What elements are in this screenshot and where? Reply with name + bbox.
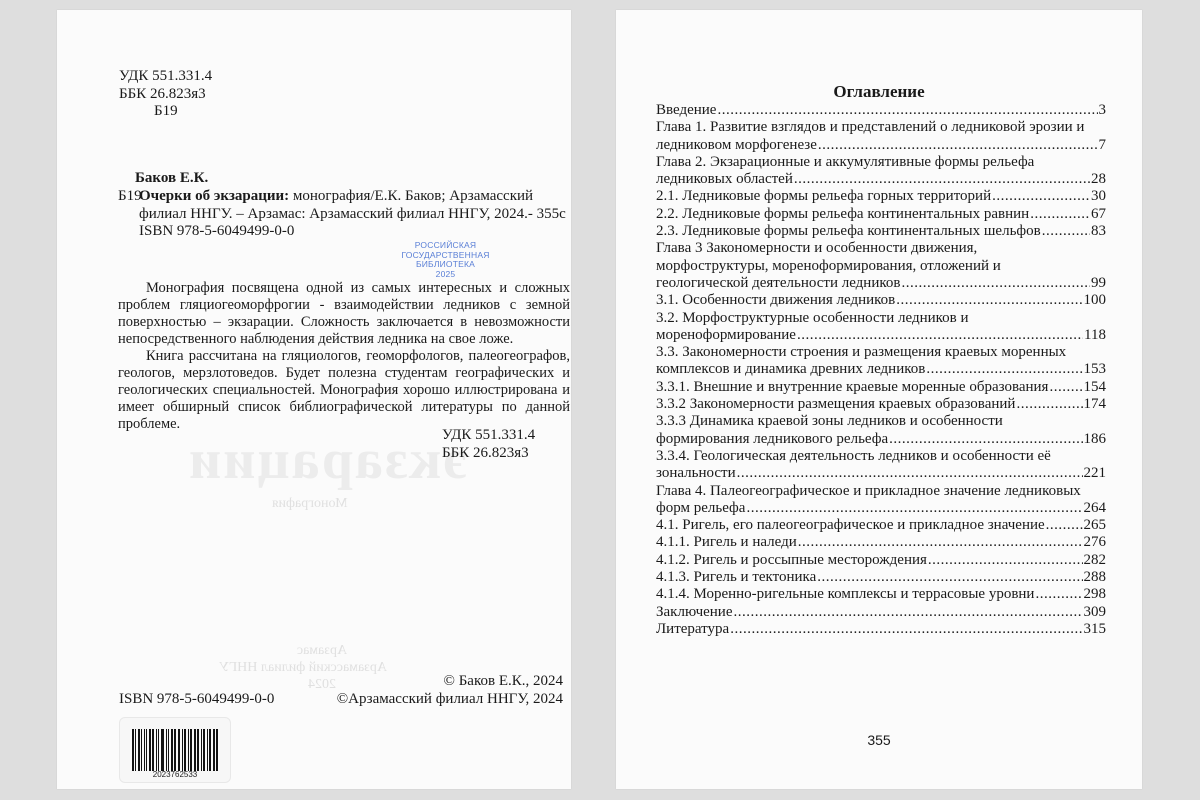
toc-entry-text: ледниковых областей — [656, 171, 793, 188]
toc-leader-dots — [1035, 586, 1082, 603]
toc-entry — [656, 223, 1106, 240]
toc-page-number: 30 — [1091, 188, 1106, 205]
toc-leader-dots — [926, 361, 1082, 378]
toc-leader-dots — [818, 137, 1098, 154]
toc-leader-dots — [797, 327, 1083, 344]
toc-page-number: 153 — [1083, 361, 1106, 378]
barcode-icon — [132, 729, 220, 771]
toc-entry-line — [656, 102, 1106, 119]
table-of-contents — [656, 102, 1106, 638]
toc-entry — [656, 448, 1106, 483]
barcode-bar — [171, 729, 173, 771]
toc-entry — [656, 240, 1106, 292]
toc-entry-text: 3.3.1. Внешние и внутренние краевые моренные образования — [656, 378, 1049, 395]
bleed-through-subtitle: Монография — [272, 496, 348, 511]
toc-entry-text: ледниковом морфогенезе — [656, 136, 817, 153]
toc-entry-text: 3.3.4. Геологическая деятельность ледников и особенности её — [656, 447, 1051, 464]
right-page-contents — [616, 10, 1142, 789]
annotation — [118, 280, 570, 433]
toc-leader-dots — [1016, 396, 1082, 413]
bib-description: монография/Е.К. Баков; Арзамасский филиал ННГУ. – Арзамас: Арзамасский филиал ННГУ, 2024.- 355с — [139, 188, 566, 222]
toc-entry — [656, 102, 1106, 119]
barcode-bar — [174, 729, 175, 771]
toc-leader-dots — [794, 171, 1090, 188]
toc-page-number: 221 — [1083, 465, 1106, 482]
barcode-bar — [146, 729, 147, 771]
toc-page-number: 288 — [1083, 569, 1106, 586]
barcode-bar — [201, 729, 202, 771]
toc-leader-dots — [734, 604, 1083, 621]
toc-entry-text: 4.1. Ригель, его палеогеографическое и прикладное значение — [656, 517, 1045, 534]
barcode-bar — [179, 729, 180, 771]
toc-entry-text: комплексов и динамика древних ледников — [656, 361, 926, 378]
barcode-sticker — [119, 717, 231, 783]
toc-leader-dots — [737, 465, 1083, 482]
barcode-number: 2023762533 — [152, 770, 198, 779]
toc-entry — [656, 569, 1106, 586]
toc-entry-line — [656, 621, 1106, 638]
barcode-bar — [144, 729, 145, 771]
barcode-bar — [166, 729, 167, 771]
stamp-year: 2025 — [435, 268, 456, 279]
toc-entry-line — [656, 275, 1106, 292]
toc-leader-dots — [1030, 206, 1090, 223]
toc-leader-dots — [798, 534, 1083, 551]
toc-page-number: 315 — [1083, 620, 1106, 637]
toc-page-number: 83 — [1091, 223, 1106, 240]
udk-code: УДК 551.331.4 — [119, 68, 213, 84]
toc-leader-dots — [817, 569, 1082, 586]
stamp-line: ГОСУДАРСТВЕННАЯ — [401, 249, 490, 260]
toc-leader-dots — [730, 621, 1082, 638]
toc-page-number: 100 — [1083, 292, 1106, 309]
toc-entry-line — [656, 137, 1106, 154]
barcode-bar — [156, 729, 157, 771]
toc-entry-text: 3.3. Закономерности строения и размещения краевых моренных — [656, 344, 1067, 361]
barcode-bar — [216, 729, 218, 771]
toc-page-number: 282 — [1083, 551, 1106, 568]
toc-entry-text: форм рельефа — [656, 499, 746, 516]
toc-entry — [656, 534, 1106, 551]
toc-entry-text: геологической деятельности ледников — [656, 274, 901, 291]
toc-entry-line — [656, 223, 1106, 240]
toc-entry-line — [656, 569, 1106, 586]
toc-entry-text: мореноформирование — [656, 326, 796, 343]
toc-entry — [656, 586, 1106, 603]
isbn: ISBN 978-5-6049499-0-0 — [119, 691, 275, 707]
barcode-bar — [135, 729, 136, 771]
toc-leader-dots — [992, 188, 1090, 205]
toc-entry-text: Глава 1. Развитие взглядов и представлений о ледниковой эрозии и — [656, 119, 1085, 136]
toc-entry — [656, 517, 1106, 534]
toc-page-number: 265 — [1083, 517, 1106, 534]
copyright-publisher: ©Арзамасский филиал ННГУ, 2024 — [336, 690, 563, 707]
toc-entry-line — [656, 171, 1106, 188]
toc-entry-line — [656, 292, 1106, 309]
stamp-line: РОССИЙСКАЯ — [414, 240, 477, 250]
toc-leader-dots — [1046, 517, 1083, 534]
barcode-bar — [209, 729, 210, 771]
toc-leader-dots — [928, 552, 1083, 569]
toc-page-number: 264 — [1083, 499, 1106, 516]
annotation-paragraph: Монография посвящена одной из самых интересных и сложных проблем гляциогеоморфрогии - взаимодействии ледников с земной поверхностью – экзарации. Сложность заключается в невозможности непосредственного наблюдения действия ледника на свое ложе. — [118, 280, 570, 347]
toc-entry-text: 3.3.2 Закономерности размещения краевых образований — [656, 396, 1016, 413]
barcode-bar — [162, 729, 163, 771]
bib-author-sign: Б19 — [118, 188, 142, 204]
toc-entry-line — [656, 379, 1106, 396]
barcode-bar — [197, 729, 199, 771]
toc-entry-text: Глава 3 Закономерности и особенности движения, — [656, 240, 978, 257]
toc-entry — [656, 344, 1106, 379]
toc-entry-text: 4.1.2. Ригель и россыпные месторождения — [656, 551, 927, 568]
bib-isbn: ISBN 978-5-6049499-0-0 — [139, 223, 295, 239]
toc-entry-text: 2.2. Ледниковые формы рельефа континентальных равнин — [656, 205, 1030, 222]
barcode-bar — [178, 729, 179, 771]
toc-entry — [656, 119, 1106, 154]
toc-page-number: 298 — [1083, 586, 1106, 603]
book-title: Очерки об экзарации: — [139, 188, 290, 204]
toc-entry — [656, 188, 1106, 205]
toc-entry-line — [656, 465, 1106, 482]
barcode-bar — [194, 729, 195, 771]
udk-code: УДК 551.331.4 — [442, 427, 536, 443]
udk-header-block — [119, 68, 212, 121]
toc-entry — [656, 413, 1106, 448]
toc-entry-text: формирования ледникового рельефа — [656, 430, 889, 447]
barcode-bar — [184, 729, 185, 771]
author-name: Баков Е.К. — [135, 170, 209, 186]
toc-entry — [656, 379, 1106, 396]
barcode-bar — [182, 729, 183, 771]
barcode-bar — [141, 729, 142, 771]
toc-entry-line — [656, 500, 1106, 517]
bleed-through-city: Арзамас — [296, 643, 348, 658]
left-page-copyright — [57, 10, 571, 789]
toc-entry-text: 3.1. Особенности движения ледников — [656, 292, 896, 309]
toc-entry-line — [656, 206, 1106, 223]
toc-entry-line — [656, 361, 1106, 378]
toc-page-number: 7 — [1098, 136, 1106, 153]
toc-entry — [656, 552, 1106, 569]
barcode-bar — [149, 729, 151, 771]
toc-leader-dots — [896, 292, 1082, 309]
toc-entry-line — [656, 604, 1106, 621]
toc-entry-text: 2.3. Ледниковые формы рельефа континентальных шельфов — [656, 223, 1041, 240]
toc-entry-text: Заключение — [656, 603, 733, 620]
barcode-bar — [138, 729, 140, 771]
toc-entry-text: морфоструктуры, мореноформирования, отложений и — [656, 257, 1001, 274]
toc-leader-dots — [901, 275, 1090, 292]
stamp-line: БИБЛИОТЕКА — [415, 259, 476, 269]
page-number: 355 — [867, 732, 891, 748]
bibliographic-record — [118, 188, 568, 241]
toc-page-number: 99 — [1091, 274, 1106, 291]
toc-entry — [656, 310, 1106, 345]
toc-entry-text: 4.1.3. Ригель и тектоника — [656, 569, 817, 586]
toc-entry-text: Введение — [656, 102, 717, 118]
toc-page-number: 28 — [1091, 171, 1106, 188]
barcode-bar — [132, 729, 134, 771]
barcode-bar — [161, 729, 162, 771]
barcode-bar — [158, 729, 159, 771]
toc-entry-text: 3.2. Морфоструктурные особенности ледников и — [656, 309, 969, 326]
toc-page-number: 309 — [1083, 603, 1106, 620]
toc-entry-line — [656, 327, 1106, 344]
udk-footer-block — [442, 427, 535, 462]
toc-entry-text: 4.1.1. Ригель и наледи — [656, 534, 797, 551]
copyright-author: © Баков Е.К., 2024 — [443, 673, 563, 689]
toc-entry — [656, 483, 1106, 518]
toc-entry-text: Литература — [656, 620, 730, 637]
author-sign: Б19 — [154, 103, 178, 119]
toc-page-number: 67 — [1091, 205, 1106, 222]
bleed-through-publisher: Арзамасский филиал ННГУ — [219, 660, 387, 675]
library-stamp — [398, 241, 493, 279]
toc-leader-dots — [717, 102, 1097, 119]
toc-page-number: 276 — [1083, 534, 1106, 551]
toc-page-number: 3 — [1098, 102, 1106, 118]
barcode-bar — [203, 729, 205, 771]
toc-entry-text: 3.3.3 Динамика краевой зоны ледников и особенности — [656, 413, 1003, 430]
toc-entry-line — [656, 534, 1106, 551]
toc-entry-line — [656, 586, 1106, 603]
toc-page-number: 186 — [1083, 430, 1106, 447]
toc-leader-dots — [1042, 223, 1090, 240]
bleed-through-year: 2024 — [308, 677, 336, 692]
barcode-bar — [188, 729, 189, 771]
toc-page-number: 174 — [1083, 396, 1106, 413]
toc-entry-line — [656, 188, 1106, 205]
toc-entry-text: зональности — [656, 465, 736, 482]
toc-page-number: 154 — [1083, 378, 1106, 395]
toc-page-number: 118 — [1084, 326, 1106, 343]
toc-entry — [656, 604, 1106, 621]
toc-entry — [656, 621, 1106, 638]
toc-entry — [656, 396, 1106, 413]
barcode-bar — [152, 729, 154, 771]
bleed-through-title: экзарации — [187, 429, 468, 491]
toc-entry-text: 4.1.4. Моренно-ригельные комплексы и террасовые уровни — [656, 586, 1035, 603]
barcode-bar — [168, 729, 169, 771]
toc-leader-dots — [746, 500, 1082, 517]
bbk-code: ББК 26.823я3 — [442, 444, 529, 461]
toc-leader-dots — [1049, 379, 1082, 396]
toc-entry-line — [656, 431, 1106, 448]
barcode-bar — [213, 729, 215, 771]
toc-entry-text: Глава 4. Палеогеографическое и прикладное значение ледниковых — [656, 482, 1081, 499]
toc-entry-line — [656, 396, 1106, 413]
toc-entry-text: 2.1. Ледниковые формы рельефа горных территорий — [656, 188, 992, 205]
barcode-bar — [207, 729, 208, 771]
annotation-paragraph: Книга рассчитана на гляциологов, геоморфологов, палеогеографов, геологов, мерзлотоведов. Будет полезна студентам географических и геологических специальностей. Монография хорошо иллюстрирована и имеет обширный список библиографической литературы по данной проблеме. — [118, 348, 570, 432]
bbk-code: ББК 26.823я3 — [119, 85, 206, 102]
toc-entry — [656, 206, 1106, 223]
toc-entry — [656, 292, 1106, 309]
copyright-block — [318, 673, 563, 708]
toc-entry-line — [656, 517, 1106, 534]
toc-title: Оглавление — [833, 82, 925, 101]
toc-entry — [656, 154, 1106, 189]
barcode-bar — [190, 729, 192, 771]
toc-entry-line — [656, 552, 1106, 569]
toc-leader-dots — [889, 431, 1082, 448]
toc-entry-text: Глава 2. Экзарационные и аккумулятивные формы рельефа — [656, 153, 1035, 170]
